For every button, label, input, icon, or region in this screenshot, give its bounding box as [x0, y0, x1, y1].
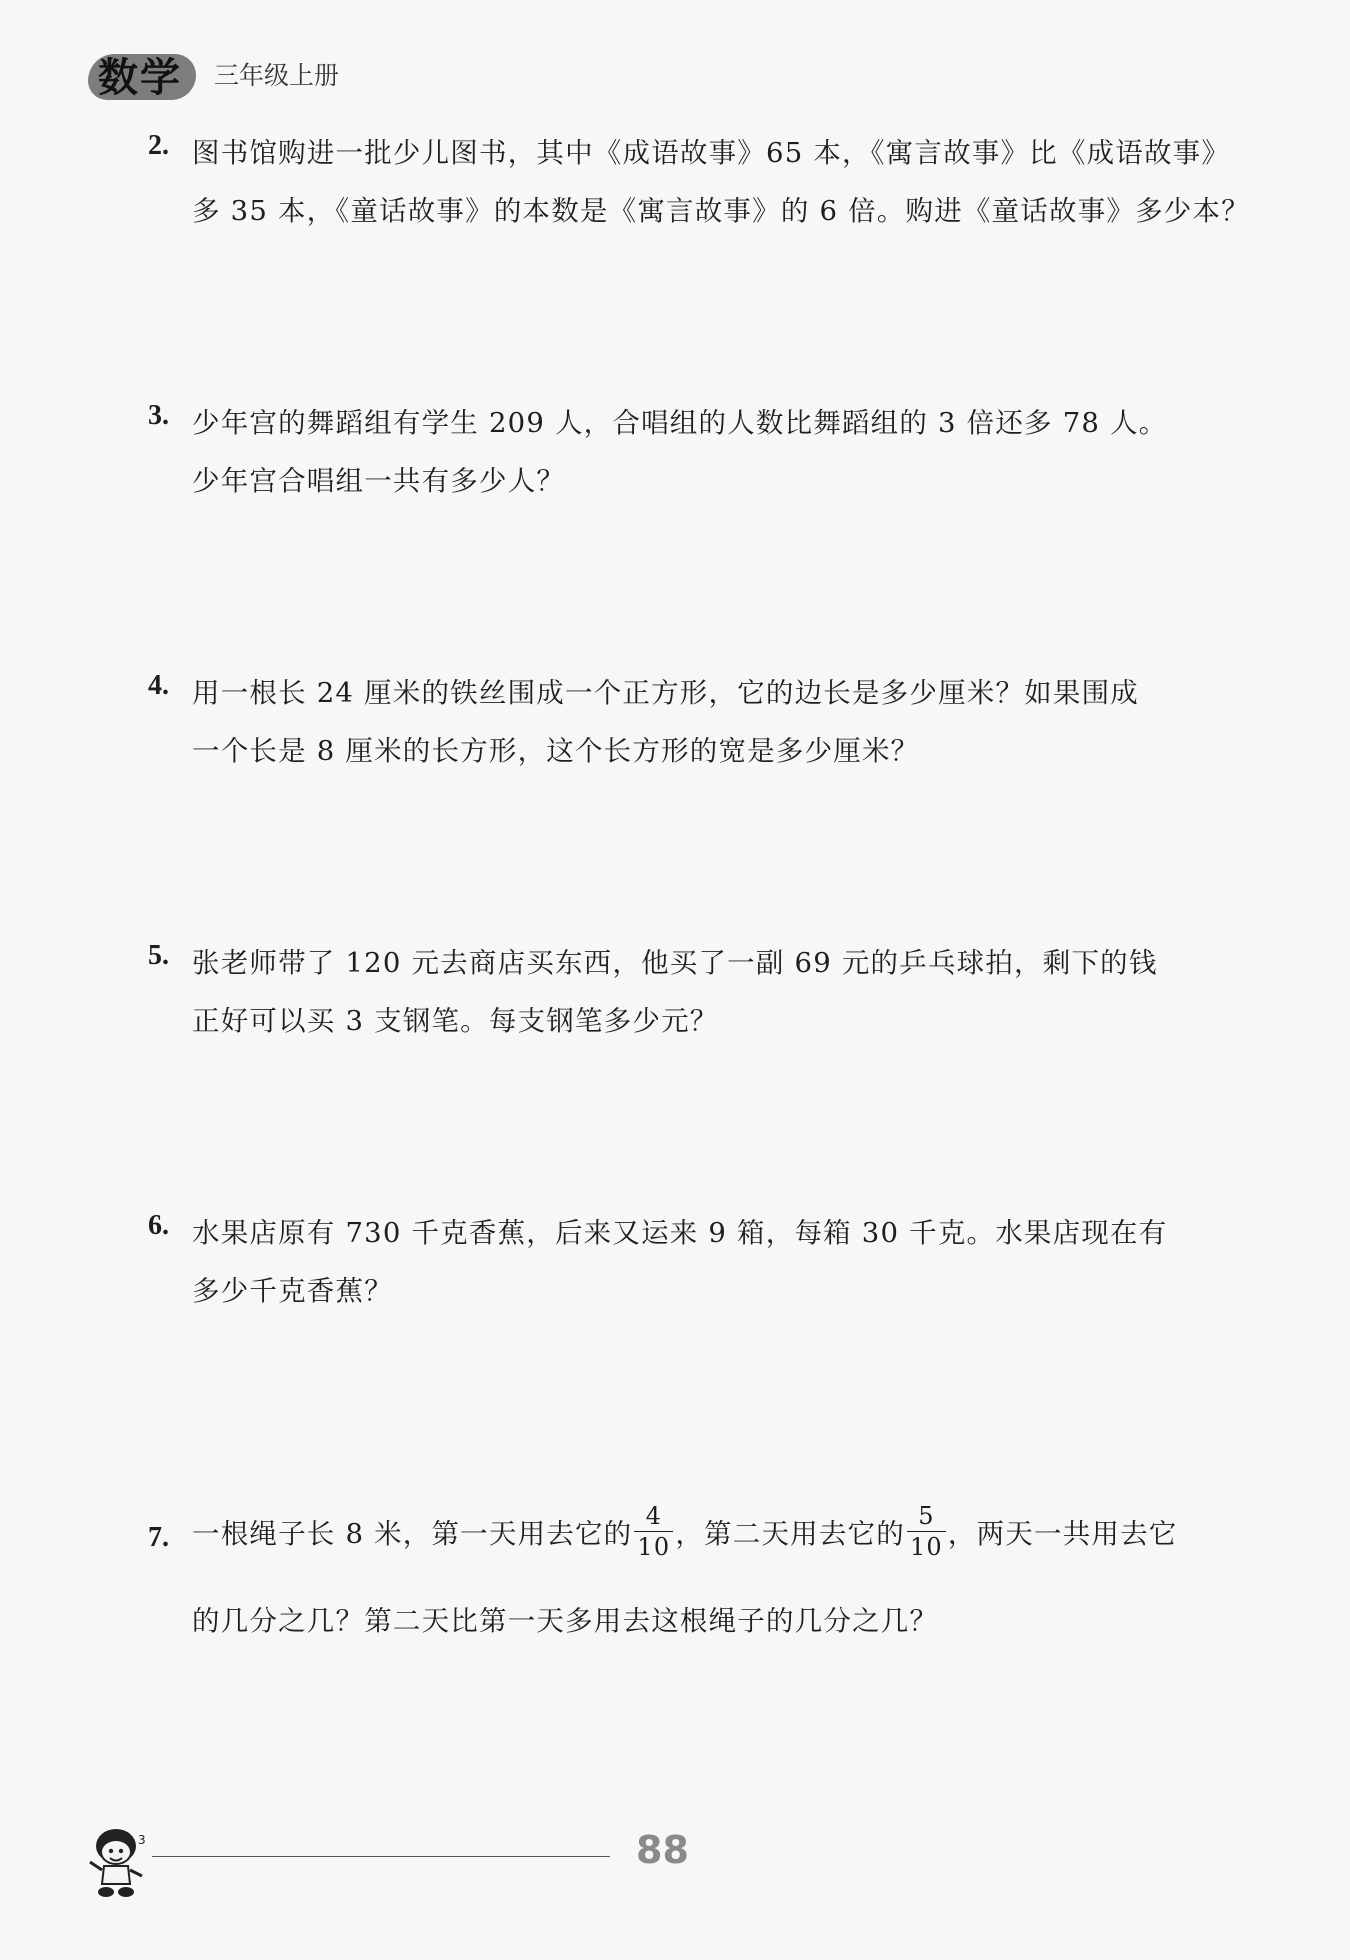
fraction-four-tenths [634, 1504, 673, 1559]
cartoon-boy-mascot-icon [82, 1822, 154, 1902]
question-text-line: 少年宫的舞蹈组有学生 209 人，合唱组的人数比舞蹈组的 3 倍还多 78 人。 [192, 407, 1168, 439]
question-number: 2. [148, 130, 169, 161]
question-text-line: 图书馆购进一批少儿图书，其中《成语故事》65 本，《寓言故事》比《成语故事》 [192, 137, 1231, 169]
question-number: 5. [148, 940, 169, 971]
fraction-denominator: 10 [909, 1533, 943, 1561]
question-number: 4. [148, 670, 169, 701]
page-number: 88 [636, 1828, 689, 1872]
question-text-line: 张老师带了 120 元去商店买东西，他买了一副 69 元的乒乓球拍，剩下的钱 [192, 947, 1158, 979]
question-text-line: 少年宫合唱组一共有多少人？ [192, 465, 566, 497]
grade-label: 三年级上册 [214, 61, 340, 90]
question-number: 7. [148, 1522, 169, 1553]
question-text-segment: 一根绳子长 8 米，第一天用去它的 [192, 1518, 633, 1550]
question-text-line: 的几分之几？第二天比第一天多用去这根绳子的几分之几？ [192, 1605, 939, 1637]
question-text-line: 正好可以买 3 支钢笔。每支钢笔多少元？ [192, 1005, 719, 1037]
footer-rule [152, 1856, 610, 1857]
question-text-segment: ，第二天用去它的 [675, 1518, 905, 1550]
question-text-line: 多 35 本，《童话故事》的本数是《寓言故事》的 6 倍。购进《童话故事》多少本？ [192, 195, 1250, 227]
question-text-line: 水果店原有 730 千克香蕉，后来又运来 9 箱，每箱 30 千克。水果店现在有 [192, 1217, 1168, 1249]
fraction-denominator: 10 [637, 1533, 671, 1561]
question-number: 6. [148, 1210, 169, 1241]
question-text-line: 多少千克香蕉？ [192, 1275, 393, 1307]
question-number: 3. [148, 400, 169, 431]
fraction-numerator: 4 [634, 1504, 673, 1532]
subject-title: 数学 [98, 55, 182, 101]
question-text-segment: ，两天一共用去它 [947, 1518, 1178, 1550]
fraction-five-tenths [907, 1504, 946, 1559]
question-text-line: 用一根长 24 厘米的铁丝围成一个正方形，它的边长是多少厘米？如果围成 [192, 677, 1139, 709]
svg-text:3: 3 [138, 1833, 146, 1847]
question-text-line [192, 1502, 1178, 1563]
question-text-line: 一个长是 8 厘米的长方形，这个长方形的宽是多少厘米？ [192, 735, 920, 767]
fraction-numerator: 5 [907, 1504, 946, 1532]
